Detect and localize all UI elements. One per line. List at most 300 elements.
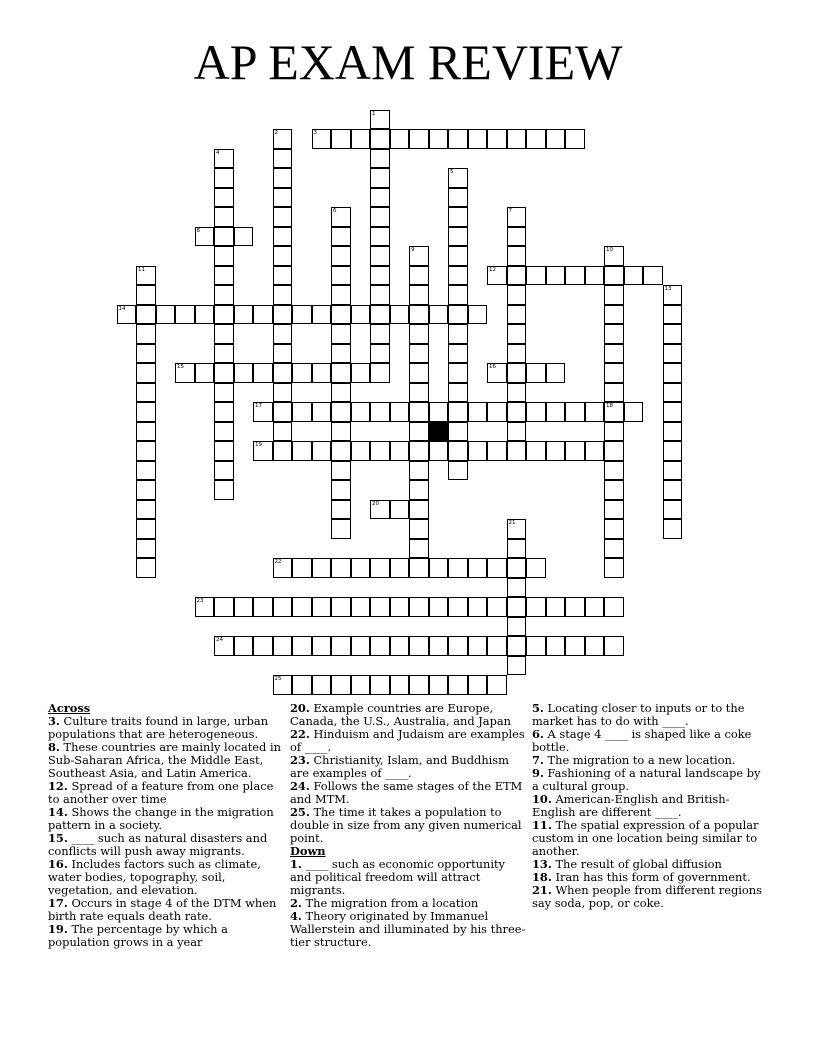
grid-cell[interactable] <box>273 422 293 442</box>
grid-cell[interactable] <box>136 363 156 383</box>
grid-cell[interactable] <box>487 441 507 461</box>
grid-cell[interactable] <box>487 363 507 383</box>
grid-cell[interactable] <box>292 558 312 578</box>
grid-cell[interactable] <box>448 558 468 578</box>
grid-cell[interactable] <box>214 344 234 364</box>
grid-cell[interactable] <box>409 324 429 344</box>
grid-cell[interactable] <box>663 461 683 481</box>
grid-cell[interactable] <box>195 227 215 247</box>
grid-cell[interactable] <box>331 266 351 286</box>
grid-cell[interactable] <box>331 422 351 442</box>
grid-cell[interactable] <box>507 344 527 364</box>
grid-cell[interactable] <box>331 597 351 617</box>
grid-cell[interactable] <box>507 227 527 247</box>
grid-cell[interactable] <box>507 558 527 578</box>
grid-cell[interactable] <box>448 344 468 364</box>
grid-cell[interactable] <box>663 519 683 539</box>
grid-cell[interactable] <box>526 129 546 149</box>
grid-cell[interactable] <box>448 363 468 383</box>
grid-cell[interactable] <box>312 363 332 383</box>
grid-cell[interactable] <box>585 402 605 422</box>
grid-cell[interactable] <box>312 129 332 149</box>
grid-cell[interactable] <box>351 636 371 656</box>
grid-cell[interactable] <box>214 227 234 247</box>
grid-cell[interactable] <box>507 539 527 559</box>
grid-cell[interactable] <box>214 168 234 188</box>
grid-cell[interactable] <box>136 422 156 442</box>
grid-cell[interactable] <box>370 402 390 422</box>
grid-cell[interactable] <box>331 363 351 383</box>
grid-cell[interactable] <box>663 480 683 500</box>
grid-cell[interactable] <box>195 305 215 325</box>
grid-cell[interactable] <box>292 597 312 617</box>
grid-cell[interactable] <box>624 266 644 286</box>
grid-cell[interactable] <box>214 305 234 325</box>
grid-cell[interactable] <box>351 675 371 695</box>
grid-cell[interactable] <box>604 383 624 403</box>
grid-cell[interactable] <box>136 461 156 481</box>
grid-cell[interactable] <box>390 305 410 325</box>
grid-cell[interactable] <box>468 441 488 461</box>
grid-cell[interactable] <box>370 305 390 325</box>
grid-cell[interactable] <box>507 285 527 305</box>
grid-cell[interactable] <box>234 363 254 383</box>
grid-cell[interactable] <box>312 597 332 617</box>
grid-cell[interactable] <box>370 558 390 578</box>
grid-cell[interactable] <box>546 363 566 383</box>
grid-cell[interactable] <box>409 675 429 695</box>
grid-cell[interactable] <box>565 266 585 286</box>
grid-cell[interactable] <box>214 383 234 403</box>
grid-cell[interactable] <box>546 402 566 422</box>
grid-cell[interactable] <box>604 402 624 422</box>
grid-cell[interactable] <box>409 363 429 383</box>
grid-cell[interactable] <box>195 597 215 617</box>
grid-cell[interactable] <box>507 578 527 598</box>
grid-cell[interactable] <box>487 402 507 422</box>
grid-cell[interactable] <box>331 675 351 695</box>
grid-cell[interactable] <box>604 305 624 325</box>
grid-cell[interactable] <box>468 597 488 617</box>
grid-cell[interactable] <box>273 227 293 247</box>
grid-cell[interactable] <box>253 441 273 461</box>
grid-cell[interactable] <box>331 246 351 266</box>
grid-cell[interactable] <box>604 266 624 286</box>
grid-cell[interactable] <box>273 324 293 344</box>
grid-cell[interactable] <box>370 266 390 286</box>
grid-cell[interactable] <box>370 363 390 383</box>
grid-cell[interactable] <box>234 305 254 325</box>
grid-cell[interactable] <box>390 500 410 520</box>
grid-cell[interactable] <box>604 246 624 266</box>
grid-cell[interactable] <box>292 441 312 461</box>
grid-cell[interactable] <box>370 207 390 227</box>
grid-cell[interactable] <box>331 129 351 149</box>
grid-cell[interactable] <box>468 675 488 695</box>
grid-cell[interactable] <box>214 461 234 481</box>
grid-cell[interactable] <box>526 597 546 617</box>
grid-cell[interactable] <box>448 324 468 344</box>
grid-cell[interactable] <box>351 402 371 422</box>
grid-cell[interactable] <box>507 422 527 442</box>
grid-cell[interactable] <box>507 207 527 227</box>
grid-cell[interactable] <box>136 305 156 325</box>
grid-cell[interactable] <box>136 480 156 500</box>
grid-cell[interactable] <box>604 441 624 461</box>
grid-cell[interactable] <box>292 675 312 695</box>
grid-cell[interactable] <box>331 558 351 578</box>
grid-cell[interactable] <box>507 636 527 656</box>
grid-cell[interactable] <box>214 246 234 266</box>
grid-cell[interactable] <box>331 285 351 305</box>
grid-cell[interactable] <box>331 402 351 422</box>
grid-cell[interactable] <box>214 149 234 169</box>
grid-cell[interactable] <box>351 363 371 383</box>
grid-cell[interactable] <box>292 402 312 422</box>
grid-cell[interactable] <box>351 305 371 325</box>
grid-cell[interactable] <box>507 441 527 461</box>
grid-cell[interactable] <box>273 246 293 266</box>
grid-cell[interactable] <box>507 402 527 422</box>
grid-cell[interactable] <box>390 636 410 656</box>
grid-cell[interactable] <box>663 363 683 383</box>
grid-cell[interactable] <box>195 363 215 383</box>
grid-cell[interactable] <box>214 363 234 383</box>
grid-cell[interactable] <box>370 285 390 305</box>
grid-cell[interactable] <box>604 500 624 520</box>
grid-cell[interactable] <box>370 110 390 130</box>
grid-cell[interactable] <box>312 305 332 325</box>
grid-cell[interactable] <box>253 402 273 422</box>
grid-cell[interactable] <box>624 402 644 422</box>
grid-cell[interactable] <box>409 636 429 656</box>
grid-cell[interactable] <box>273 149 293 169</box>
grid-cell[interactable] <box>546 636 566 656</box>
grid-cell[interactable] <box>175 363 195 383</box>
grid-cell[interactable] <box>409 129 429 149</box>
grid-cell[interactable] <box>234 597 254 617</box>
grid-cell[interactable] <box>507 383 527 403</box>
grid-cell[interactable] <box>292 636 312 656</box>
grid-cell[interactable] <box>273 383 293 403</box>
grid-cell[interactable] <box>273 363 293 383</box>
grid-cell[interactable] <box>663 441 683 461</box>
grid-cell[interactable] <box>663 324 683 344</box>
grid-cell[interactable] <box>312 402 332 422</box>
grid-cell[interactable] <box>409 480 429 500</box>
grid-cell[interactable] <box>448 675 468 695</box>
grid-cell[interactable] <box>136 539 156 559</box>
grid-cell[interactable] <box>331 441 351 461</box>
grid-cell[interactable] <box>448 305 468 325</box>
grid-cell[interactable] <box>448 168 468 188</box>
grid-cell[interactable] <box>429 558 449 578</box>
grid-cell[interactable] <box>409 500 429 520</box>
grid-cell[interactable] <box>273 285 293 305</box>
grid-cell[interactable] <box>487 597 507 617</box>
grid-cell[interactable] <box>351 441 371 461</box>
grid-cell[interactable] <box>312 636 332 656</box>
grid-cell[interactable] <box>331 636 351 656</box>
grid-cell[interactable] <box>273 675 293 695</box>
grid-cell[interactable] <box>331 324 351 344</box>
grid-cell[interactable] <box>604 422 624 442</box>
grid-cell[interactable] <box>429 129 449 149</box>
grid-cell[interactable] <box>546 441 566 461</box>
grid-cell[interactable] <box>448 207 468 227</box>
grid-cell[interactable] <box>448 636 468 656</box>
grid-cell[interactable] <box>370 188 390 208</box>
grid-cell[interactable] <box>585 597 605 617</box>
grid-cell[interactable] <box>487 675 507 695</box>
grid-cell[interactable] <box>136 285 156 305</box>
grid-cell[interactable] <box>487 266 507 286</box>
grid-cell[interactable] <box>331 207 351 227</box>
grid-cell[interactable] <box>507 305 527 325</box>
grid-cell[interactable] <box>370 597 390 617</box>
grid-cell[interactable] <box>253 305 273 325</box>
grid-cell[interactable] <box>214 266 234 286</box>
grid-cell[interactable] <box>409 539 429 559</box>
grid-cell[interactable] <box>643 266 663 286</box>
grid-cell[interactable] <box>390 441 410 461</box>
grid-cell[interactable] <box>331 519 351 539</box>
grid-cell[interactable] <box>351 597 371 617</box>
grid-cell[interactable] <box>409 558 429 578</box>
grid-cell[interactable] <box>214 207 234 227</box>
grid-cell[interactable] <box>214 324 234 344</box>
grid-cell[interactable] <box>429 402 449 422</box>
grid-cell[interactable] <box>253 636 273 656</box>
grid-cell[interactable] <box>526 266 546 286</box>
grid-cell[interactable] <box>468 558 488 578</box>
grid-cell[interactable] <box>136 402 156 422</box>
grid-cell[interactable] <box>273 441 293 461</box>
grid-cell[interactable] <box>409 461 429 481</box>
grid-cell[interactable] <box>273 129 293 149</box>
grid-cell[interactable] <box>390 675 410 695</box>
grid-cell[interactable] <box>507 656 527 676</box>
grid-cell[interactable] <box>331 305 351 325</box>
grid-cell[interactable] <box>409 305 429 325</box>
grid-cell[interactable] <box>663 402 683 422</box>
grid-cell[interactable] <box>448 266 468 286</box>
grid-cell[interactable] <box>331 461 351 481</box>
grid-cell[interactable] <box>312 558 332 578</box>
grid-cell[interactable] <box>390 597 410 617</box>
grid-cell[interactable] <box>487 129 507 149</box>
grid-cell[interactable] <box>370 227 390 247</box>
grid-cell[interactable] <box>312 675 332 695</box>
grid-cell[interactable] <box>312 441 332 461</box>
grid-cell[interactable] <box>136 558 156 578</box>
grid-cell[interactable] <box>448 402 468 422</box>
grid-cell[interactable] <box>429 675 449 695</box>
grid-cell[interactable] <box>331 344 351 364</box>
grid-cell[interactable] <box>487 558 507 578</box>
grid-cell[interactable] <box>136 324 156 344</box>
grid-cell[interactable] <box>351 558 371 578</box>
grid-cell[interactable] <box>409 422 429 442</box>
grid-cell[interactable] <box>292 363 312 383</box>
grid-cell[interactable] <box>565 441 585 461</box>
grid-cell[interactable] <box>136 266 156 286</box>
grid-cell[interactable] <box>585 636 605 656</box>
grid-cell[interactable] <box>448 188 468 208</box>
grid-cell[interactable] <box>370 441 390 461</box>
grid-cell[interactable] <box>370 324 390 344</box>
grid-cell[interactable] <box>273 636 293 656</box>
grid-cell[interactable] <box>429 597 449 617</box>
grid-cell[interactable] <box>448 441 468 461</box>
grid-cell[interactable] <box>507 617 527 637</box>
grid-cell[interactable] <box>292 305 312 325</box>
grid-cell[interactable] <box>526 441 546 461</box>
grid-cell[interactable] <box>604 597 624 617</box>
grid-cell[interactable] <box>409 285 429 305</box>
grid-cell[interactable] <box>565 129 585 149</box>
grid-cell[interactable] <box>526 363 546 383</box>
grid-cell[interactable] <box>604 558 624 578</box>
grid-cell[interactable] <box>663 500 683 520</box>
grid-cell[interactable] <box>526 402 546 422</box>
grid-cell[interactable] <box>565 402 585 422</box>
grid-cell[interactable] <box>604 285 624 305</box>
grid-cell[interactable] <box>409 383 429 403</box>
grid-cell[interactable] <box>370 636 390 656</box>
grid-cell[interactable] <box>273 305 293 325</box>
grid-cell[interactable] <box>214 441 234 461</box>
grid-cell[interactable] <box>136 441 156 461</box>
grid-cell[interactable] <box>117 305 137 325</box>
grid-cell[interactable] <box>565 636 585 656</box>
grid-cell[interactable] <box>136 344 156 364</box>
grid-cell[interactable] <box>253 363 273 383</box>
grid-cell[interactable] <box>370 168 390 188</box>
grid-cell[interactable] <box>273 344 293 364</box>
grid-cell[interactable] <box>448 461 468 481</box>
grid-cell[interactable] <box>546 597 566 617</box>
grid-cell[interactable] <box>507 129 527 149</box>
grid-cell[interactable] <box>663 305 683 325</box>
grid-cell[interactable] <box>604 519 624 539</box>
grid-cell[interactable] <box>390 402 410 422</box>
grid-cell[interactable] <box>409 246 429 266</box>
grid-cell[interactable] <box>136 519 156 539</box>
grid-cell[interactable] <box>604 480 624 500</box>
grid-cell[interactable] <box>604 363 624 383</box>
grid-cell[interactable] <box>429 441 449 461</box>
grid-cell[interactable] <box>409 441 429 461</box>
grid-cell[interactable] <box>507 363 527 383</box>
grid-cell[interactable] <box>604 461 624 481</box>
grid-cell[interactable] <box>507 519 527 539</box>
grid-cell[interactable] <box>468 305 488 325</box>
grid-cell[interactable] <box>331 227 351 247</box>
grid-cell[interactable] <box>351 129 371 149</box>
grid-cell[interactable] <box>604 344 624 364</box>
grid-cell[interactable] <box>390 129 410 149</box>
grid-cell[interactable] <box>370 344 390 364</box>
grid-cell[interactable] <box>448 246 468 266</box>
grid-cell[interactable] <box>409 597 429 617</box>
grid-cell[interactable] <box>331 500 351 520</box>
grid-cell[interactable] <box>448 383 468 403</box>
grid-cell[interactable] <box>448 285 468 305</box>
grid-cell[interactable] <box>585 266 605 286</box>
grid-cell[interactable] <box>331 383 351 403</box>
grid-cell[interactable] <box>604 539 624 559</box>
grid-cell[interactable] <box>156 305 176 325</box>
grid-cell[interactable] <box>565 597 585 617</box>
grid-cell[interactable] <box>370 675 390 695</box>
grid-cell[interactable] <box>390 558 410 578</box>
grid-cell[interactable] <box>409 402 429 422</box>
grid-cell[interactable] <box>214 188 234 208</box>
grid-cell[interactable] <box>507 324 527 344</box>
grid-cell[interactable] <box>663 344 683 364</box>
grid-cell[interactable] <box>526 558 546 578</box>
grid-cell[interactable] <box>546 129 566 149</box>
grid-cell[interactable] <box>370 129 390 149</box>
grid-cell[interactable] <box>136 383 156 403</box>
grid-cell[interactable] <box>468 129 488 149</box>
grid-cell[interactable] <box>214 422 234 442</box>
grid-cell[interactable] <box>234 227 254 247</box>
grid-cell[interactable] <box>273 266 293 286</box>
grid-cell[interactable] <box>429 305 449 325</box>
grid-cell[interactable] <box>468 636 488 656</box>
grid-cell[interactable] <box>429 636 449 656</box>
grid-cell[interactable] <box>409 519 429 539</box>
grid-cell[interactable] <box>273 188 293 208</box>
grid-cell[interactable] <box>604 636 624 656</box>
grid-cell[interactable] <box>409 344 429 364</box>
grid-cell[interactable] <box>604 324 624 344</box>
grid-cell[interactable] <box>136 500 156 520</box>
grid-cell[interactable] <box>214 402 234 422</box>
grid-cell[interactable] <box>175 305 195 325</box>
grid-cell[interactable] <box>448 227 468 247</box>
grid-cell[interactable] <box>370 500 390 520</box>
grid-cell[interactable] <box>370 149 390 169</box>
grid-cell[interactable] <box>273 207 293 227</box>
grid-cell[interactable] <box>273 597 293 617</box>
grid-cell[interactable] <box>448 422 468 442</box>
grid-cell[interactable] <box>273 168 293 188</box>
grid-cell[interactable] <box>546 266 566 286</box>
grid-cell[interactable] <box>663 285 683 305</box>
grid-cell[interactable] <box>507 266 527 286</box>
grid-cell[interactable] <box>448 129 468 149</box>
grid-cell[interactable] <box>214 480 234 500</box>
grid-cell[interactable] <box>663 422 683 442</box>
grid-cell[interactable] <box>214 285 234 305</box>
grid-cell[interactable] <box>214 597 234 617</box>
grid-cell[interactable] <box>214 636 234 656</box>
grid-cell[interactable] <box>331 480 351 500</box>
grid-cell[interactable] <box>585 441 605 461</box>
grid-cell[interactable] <box>507 597 527 617</box>
grid-cell[interactable] <box>468 402 488 422</box>
grid-cell[interactable] <box>273 402 293 422</box>
grid-cell[interactable] <box>663 383 683 403</box>
grid-cell[interactable] <box>526 636 546 656</box>
grid-cell[interactable] <box>448 597 468 617</box>
grid-cell[interactable] <box>234 636 254 656</box>
grid-cell[interactable] <box>370 246 390 266</box>
grid-cell[interactable] <box>273 558 293 578</box>
